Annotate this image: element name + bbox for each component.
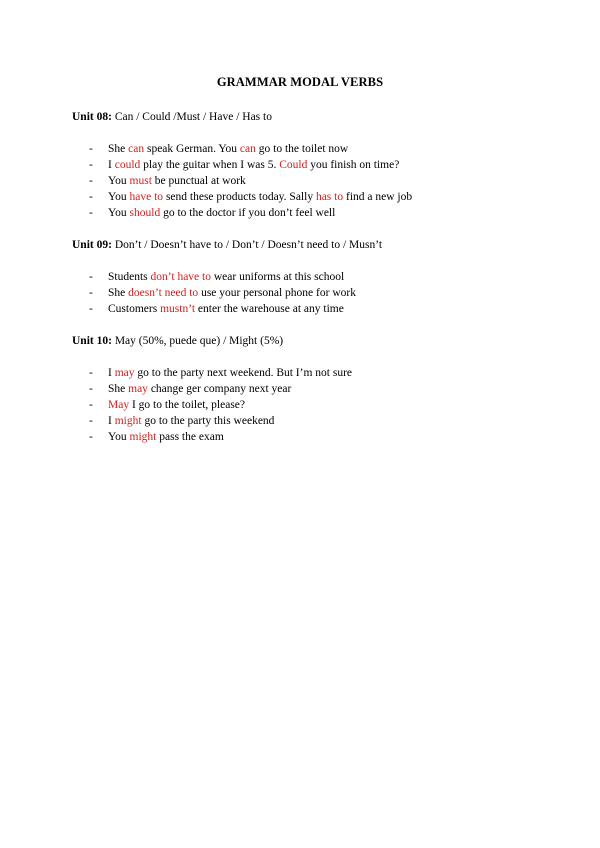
example-sentence (72, 285, 542, 301)
sentence-fragment: speak German. You (144, 143, 240, 155)
sentence-fragment: I (108, 367, 115, 379)
sentence-fragment: wear uniforms at this school (210, 271, 345, 283)
example-sentence (72, 173, 542, 189)
bullet-dash: - (89, 191, 93, 203)
sentence-text (108, 157, 399, 173)
bullet-dash: - (89, 367, 93, 379)
sentence-fragment: She (108, 143, 129, 155)
bullet-dash: - (89, 415, 93, 427)
sentence-text (108, 205, 335, 221)
modal-verb-highlight: don’t have to (150, 271, 211, 283)
sentence-fragment: find a new job (343, 191, 413, 203)
sentence-fragment: pass the exam (156, 431, 224, 443)
sentence-fragment: you finish on time? (307, 159, 400, 171)
sentence-fragment: I (108, 415, 115, 427)
bullet-dash: - (89, 431, 93, 443)
modal-verb-highlight: should (129, 207, 161, 219)
unit-08-section (72, 109, 542, 221)
sentence-fragment: You (108, 175, 130, 187)
example-sentence (72, 429, 542, 445)
example-sentence (72, 157, 542, 173)
unit-topic: Don’t / Doesn’t have to / Don’t / Doesn’t need to / Musn’t (111, 239, 383, 251)
unit-09-section (72, 237, 542, 317)
sentence-fragment: go to the doctor if you don’t feel well (160, 207, 336, 219)
example-sentence (72, 301, 542, 317)
unit-heading (72, 237, 542, 253)
bullet-dash: - (89, 383, 93, 395)
sentence-fragment: be punctual at work (151, 175, 246, 187)
modal-verb-highlight: must (129, 175, 152, 187)
modal-verb-highlight: might (129, 431, 157, 443)
example-sentence (72, 413, 542, 429)
sentence-fragment: go to the toilet now (255, 143, 349, 155)
example-sentence (72, 189, 542, 205)
unit-heading (72, 333, 542, 349)
sentence-fragment: Students (108, 271, 151, 283)
example-list (72, 269, 542, 317)
sentence-fragment: go to the party next weekend. But I’m not sure (134, 367, 353, 379)
sentence-text (108, 301, 344, 317)
bullet-dash: - (89, 287, 93, 299)
modal-verb-highlight: Could (279, 159, 308, 171)
unit-label: Unit 08: (72, 111, 112, 123)
modal-verb-highlight: have to (129, 191, 164, 203)
modal-verb-highlight: has to (315, 191, 344, 203)
example-list (72, 141, 542, 221)
example-sentence (72, 141, 542, 157)
bullet-dash: - (89, 399, 93, 411)
bullet-dash: - (89, 143, 93, 155)
modal-verb-highlight: can (128, 143, 145, 155)
sentence-text (108, 397, 245, 413)
sentence-fragment: play the guitar when I was 5. (140, 159, 280, 171)
sentence-text (108, 269, 344, 285)
unit-topic: Can / Could /Must / Have / Has to (111, 111, 272, 123)
modal-verb-highlight: might (114, 415, 142, 427)
sentence-fragment: enter the warehouse at any time (195, 303, 344, 315)
modal-verb-highlight: may (114, 367, 135, 379)
sentence-fragment: She (108, 287, 129, 299)
sentence-text (108, 413, 274, 429)
bullet-dash: - (89, 175, 93, 187)
sentence-text (108, 285, 356, 301)
sentence-fragment: go to the party this weekend (141, 415, 275, 427)
page-title: GRAMMAR MODAL VERBS (216, 75, 384, 89)
sentence-fragment: use your personal phone for work (198, 287, 356, 299)
sentence-text (108, 141, 348, 157)
sentence-fragment: I (108, 159, 115, 171)
sentence-text (108, 429, 224, 445)
sentence-fragment: You (108, 207, 130, 219)
sentence-fragment: She (108, 383, 129, 395)
bullet-dash: - (89, 207, 93, 219)
sentence-fragment: I go to the toilet, please? (129, 399, 246, 411)
unit-label: Unit 09: (72, 239, 112, 251)
unit-label: Unit 10: (72, 335, 112, 347)
modal-verb-highlight: could (114, 159, 141, 171)
sentence-text (108, 365, 352, 381)
example-list (72, 365, 542, 445)
unit-heading (72, 109, 542, 125)
sentence-fragment: You (108, 191, 130, 203)
sentence-text (108, 381, 291, 397)
bullet-dash: - (89, 303, 93, 315)
sentence-fragment: change ger company next year (147, 383, 292, 395)
sentence-fragment: Customers (108, 303, 161, 315)
modal-verb-highlight: mustn’t (160, 303, 196, 315)
example-sentence (72, 205, 542, 221)
modal-verb-highlight: may (128, 383, 148, 395)
bullet-dash: - (89, 271, 93, 283)
modal-verb-highlight: doesn’t need to (128, 287, 199, 299)
example-sentence (72, 381, 542, 397)
sentence-fragment: You (108, 431, 130, 443)
modal-verb-highlight: can (239, 143, 256, 155)
unit-topic: May (50%, puede que) / Might (5%) (111, 335, 284, 347)
example-sentence (72, 397, 542, 413)
unit-10-section (72, 333, 542, 445)
modal-verb-highlight: May (108, 399, 130, 411)
sentence-text (108, 189, 412, 205)
bullet-dash: - (89, 159, 93, 171)
sentence-text (108, 173, 246, 189)
sentence-fragment: send these products today. Sally (163, 191, 316, 203)
example-sentence (72, 269, 542, 285)
example-sentence (72, 365, 542, 381)
